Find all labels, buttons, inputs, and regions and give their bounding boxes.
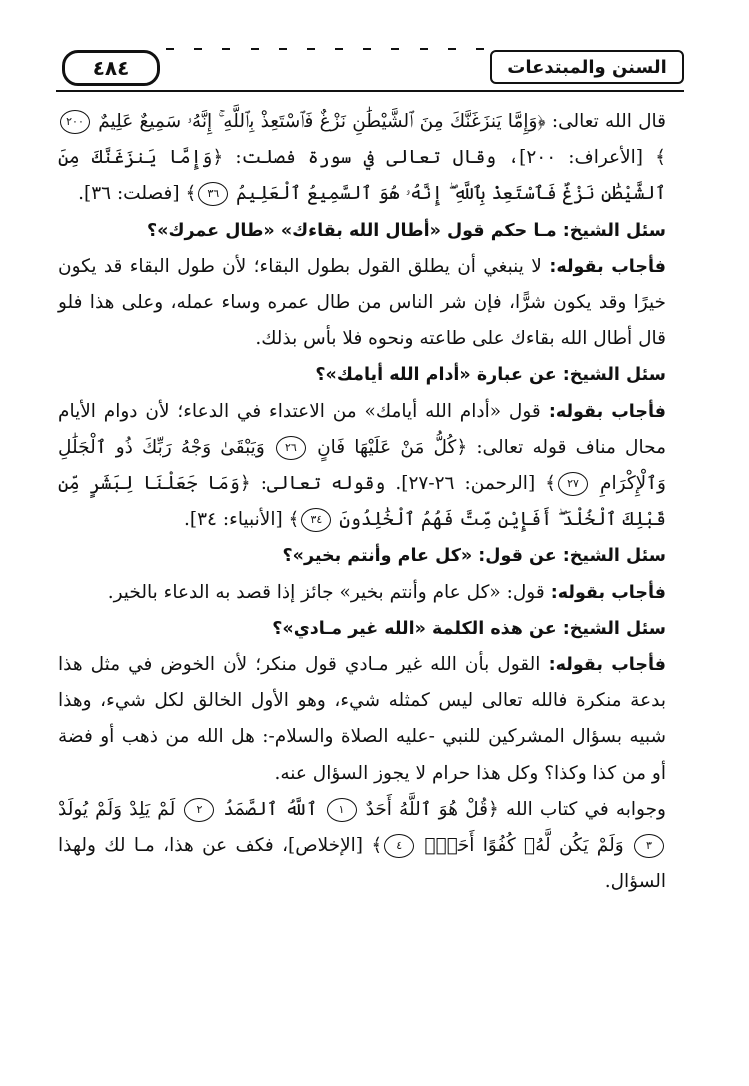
text-paragraph — [58, 792, 688, 901]
answer-paragraph — [58, 249, 688, 358]
body-text — [58, 104, 688, 900]
paragraph-text: لا ينبغي أن يطلق القول بطول البقاء؛ لأن طول البقاء قد يكون خيرًا وقد يكون شرًّا، فإن شر الناس من طال عمره وساء عمله، وعلى هذا فلو قال أطال الله بقاءك على طاعته ونحوه فلا بأس بذلك. — [58, 255, 666, 350]
paragraph-text: قول «أدام الله أيامك» من الاعتداء في الدعاء؛ لأن دوام الأيام محال مناف قوله تعالى: ﴿كُلُّ مَنْ عَلَيْهَا فَانٍ — [58, 400, 666, 458]
ayah-number-marker: ٣٤ — [301, 508, 331, 532]
paragraph-text: وجوابه في كتاب الله ﴿قُلْ هُوَ ٱللَّهُ أَحَدٌ — [358, 798, 666, 820]
question-text: سئل الشيخ: مـا حكم قول «أطال الله بقاءك» «طال عمرك»؟ — [147, 220, 666, 241]
question-paragraph — [58, 357, 688, 393]
paragraph-text: ﴾ [فصلت: ٣٦]. — [78, 183, 197, 205]
question-paragraph — [58, 213, 688, 249]
ayah-number-marker: ٣٦ — [198, 182, 228, 206]
header-rule — [56, 90, 684, 92]
answer-lead: فأجاب بقوله: — [540, 655, 666, 676]
question-text: سئل الشيخ: عن قول: «كل عام وأنتم بخير»؟ — [282, 546, 666, 567]
paragraph-text: ٱللَّهُ ٱلصَّمَدُ — [216, 798, 325, 820]
ayah-number-marker: ٢ — [184, 798, 214, 822]
paragraph-text: ﴾ [الرحمن: ٢٦-٢٧]. وقوله تعالى: ﴿وَمَا جَعَلْنَا لِبَشَرٍ مِّن قَبْلِكَ ٱلْخُلْدَ ۖ أَفَإِيْن مِّتَّ فَهُمُ ٱلْخَٰلِدُونَ — [58, 473, 666, 531]
paragraph-text: قول: «كل عام وأنتم بخير» جائز إذا قصد به الدعاء بالخير. — [107, 581, 545, 603]
paragraph-text: ﴾ [الأنبياء: ٣٤]. — [184, 509, 300, 531]
ayah-number-marker: ٤ — [384, 834, 414, 858]
paragraph-text: وَلَمْ يَكُن لَّهُۥ كُفُوًا أَحَدٌۢ — [416, 835, 632, 857]
header-dashes — [166, 44, 484, 54]
paragraph-text: لَمْ يَلِدْ وَلَمْ يُولَدْ — [58, 798, 183, 820]
paragraph-text: قال الله تعالى: ﴿وَإِمَّا يَنزَغَنَّكَ مِنَ ٱلشَّيْطَٰنِ نَزْغٌ فَٱسْتَعِذْ بِٱللَّهِ ۚ إِنَّهُۥ سَمِيعٌ عَلِيمٌ — [92, 111, 666, 132]
question-paragraph — [58, 538, 688, 574]
paragraph-text: وَيَبْقَىٰ وَجْهُ رَبِّكَ ذُو ٱلْجَلَٰلِ وَٱلْإِكْرَامِ — [58, 436, 666, 495]
running-title: السنن والمبتدعات — [490, 50, 684, 84]
answer-paragraph — [58, 575, 688, 611]
answer-paragraph — [58, 394, 688, 539]
text-paragraph — [58, 104, 688, 213]
answer-lead: فأجاب بقوله: — [540, 401, 666, 422]
page-number: ٤٨٤ — [62, 50, 160, 86]
ayah-number-marker: ٢٧ — [558, 472, 588, 496]
page-header — [56, 44, 684, 92]
question-paragraph — [58, 611, 688, 647]
answer-lead: فأجاب بقوله: — [544, 582, 666, 603]
paragraph-text: ﴾ [الأعراف: ٢٠٠]، وقال تعالى في سورة فصلت: ﴿وَإِمَّا يَنزَغَنَّكَ مِنَ ٱلشَّيْطَٰنِ نَزْغٌ فَٱسْتَعِذْ بِٱللَّهِ ۖ إِنَّهُۥ هُوَ ٱلسَّمِيعُ ٱلْعَلِيمُ — [58, 147, 666, 205]
answer-paragraph — [58, 647, 688, 792]
question-text: سئل الشيخ: عن عبارة «أدام الله أيامك»؟ — [315, 365, 666, 386]
question-text: سئل الشيخ: عن هذه الكلمة «الله غير مـادي»؟ — [272, 618, 666, 639]
answer-lead: فأجاب بقوله: — [541, 256, 666, 277]
ayah-number-marker: ٢٦ — [276, 436, 306, 460]
paragraph-text: ﴾ [الإخلاص]، فكف عن هذا، مـا لك ولهذا السؤال. — [58, 835, 666, 893]
ayah-number-marker: ٢٠٠ — [60, 110, 90, 134]
paragraph-text: القول بأن الله غير مـادي قول منكر؛ لأن الخوض في مثل هذا بدعة منكرة فالله تعالى ليس كمثله شيء، وهو الأول الخالق لكل شيء، وهذا شبيه بسؤال المشركين للنبي -عليه الصلاة والسلام-: هل الله من ذهب أو فضة أو من كذا وكذا؟ وكل هذا حرام لا يجوز السؤال عنه. — [58, 654, 666, 784]
ayah-number-marker: ١ — [327, 798, 357, 822]
ayah-number-marker: ٣ — [634, 834, 664, 858]
